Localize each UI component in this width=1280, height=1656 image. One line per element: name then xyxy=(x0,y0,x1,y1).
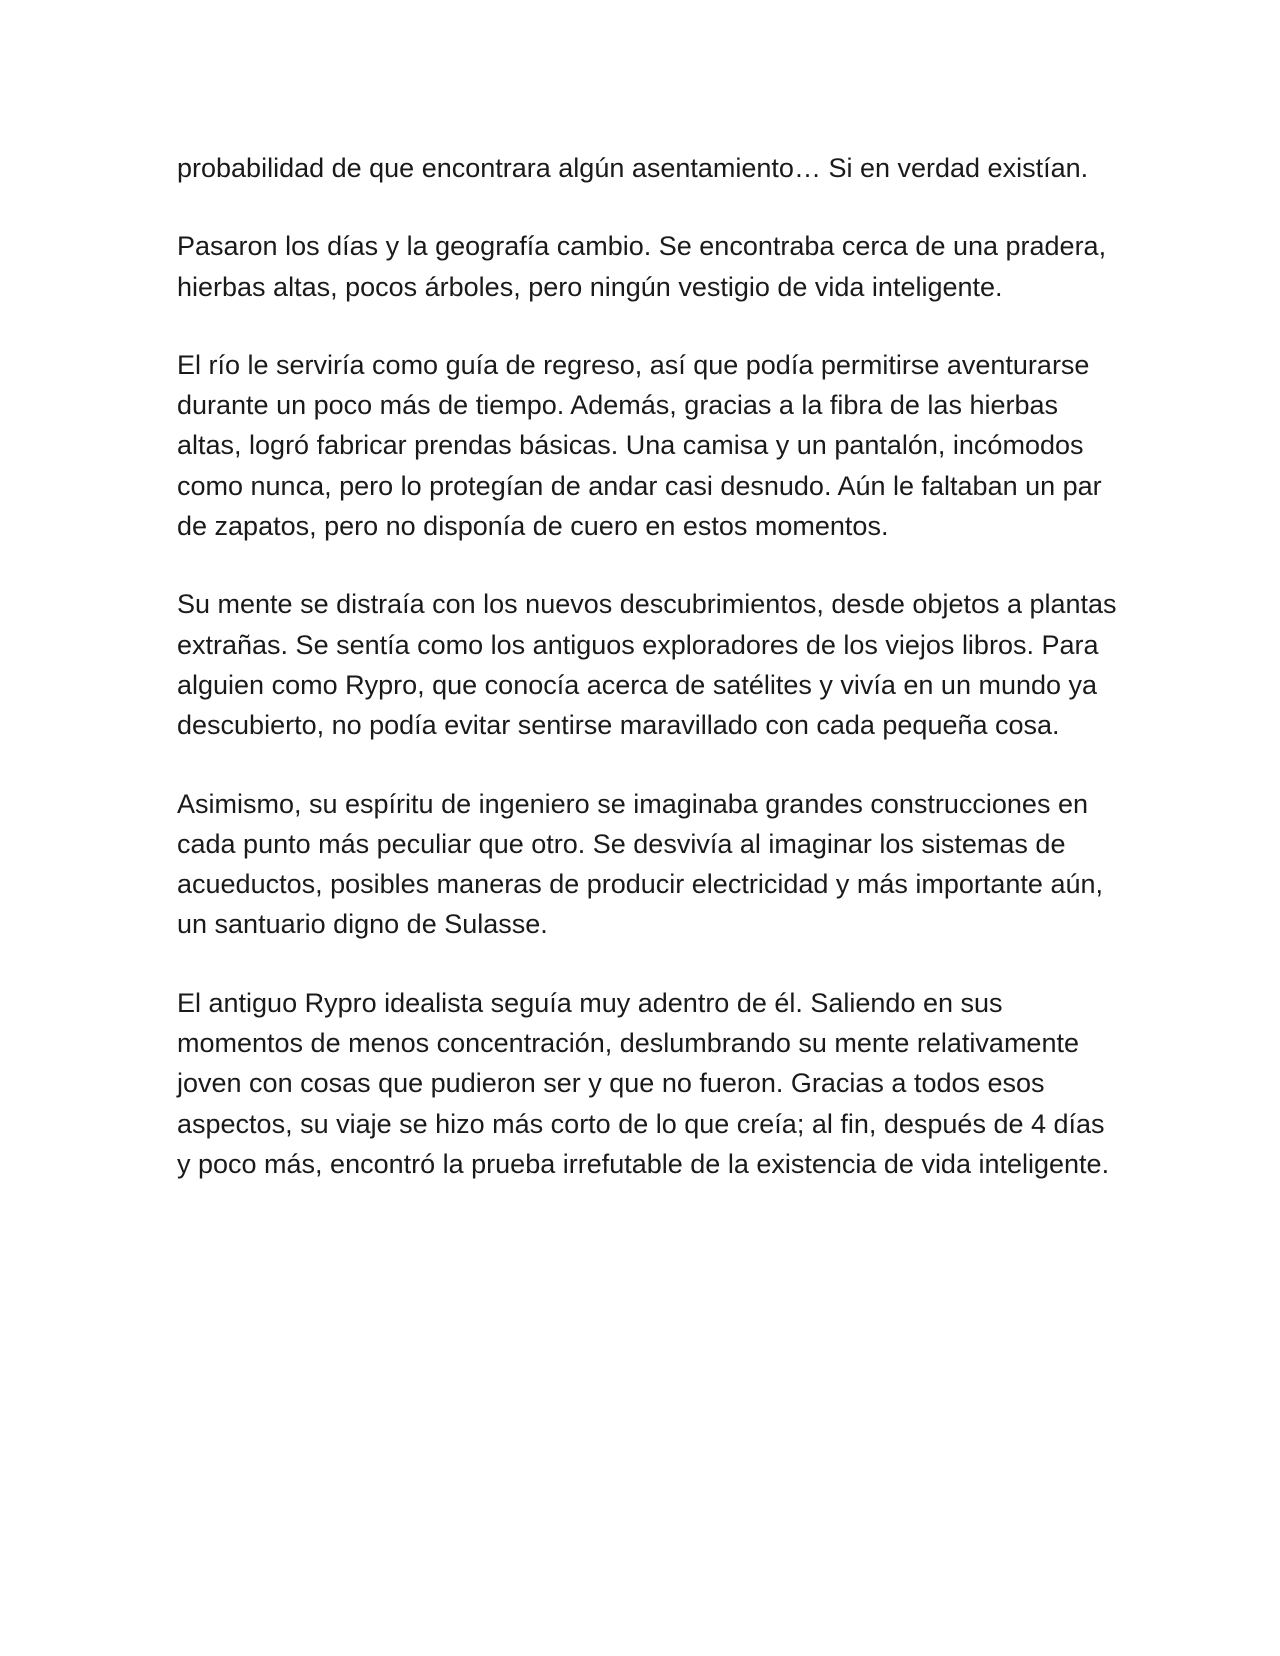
paragraph-4: Su mente se distraía con los nuevos descubrimientos, desde objetos a plantas extrañas. Se sentía como los antiguos exploradores de los viejos libros. Para alguien como Rypro, que conocía acerca de satélites y vivía en un mundo ya descubierto, no podía evitar sentirse maravillado con cada pequeña cosa. xyxy=(177,589,1117,741)
paragraph-2: Pasaron los días y la geografía cambio. Se encontraba cerca de una pradera, hierbas altas, pocos árboles, pero ningún vestigio de vida inteligente. xyxy=(177,231,1107,302)
paragraph-3: El río le serviría como guía de regreso, así que podía permitirse aventurarse durante un poco más de tiempo. Además, gracias a la fibra de las hierbas altas, logró fabricar prendas básicas. Una camisa y un pantalón, incómodos como nunca, pero lo protegían de andar casi desnudo. Aún le faltaban un par de zapatos, pero no disponía de cuero en estos momentos. xyxy=(177,349,1102,542)
paragraph-5: Asimismo, su espíritu de ingeniero se imaginaba grandes construcciones en cada punto más peculiar que otro. Se desvivía al imaginar los sistemas de acueductos, posibles maneras de producir electricidad y más importante aún, un santuario digno de Sulasse. xyxy=(177,788,1103,940)
paragraph-1: probabilidad de que encontrara algún asentamiento… Si en verdad existían. xyxy=(177,153,1089,183)
body-text xyxy=(177,148,1117,1222)
paragraph-6: El antiguo Rypro idealista seguía muy adentro de él. Saliendo en sus momentos de menos concentración, deslumbrando su mente relativamente joven con cosas que pudieron ser y que no fueron. Gracias a todos esos aspectos, su viaje se hizo más corto de lo que creía; al fin, después de 4 días y poco más, encontró la prueba irrefutable de la existencia de vida inteligente. xyxy=(177,987,1110,1179)
